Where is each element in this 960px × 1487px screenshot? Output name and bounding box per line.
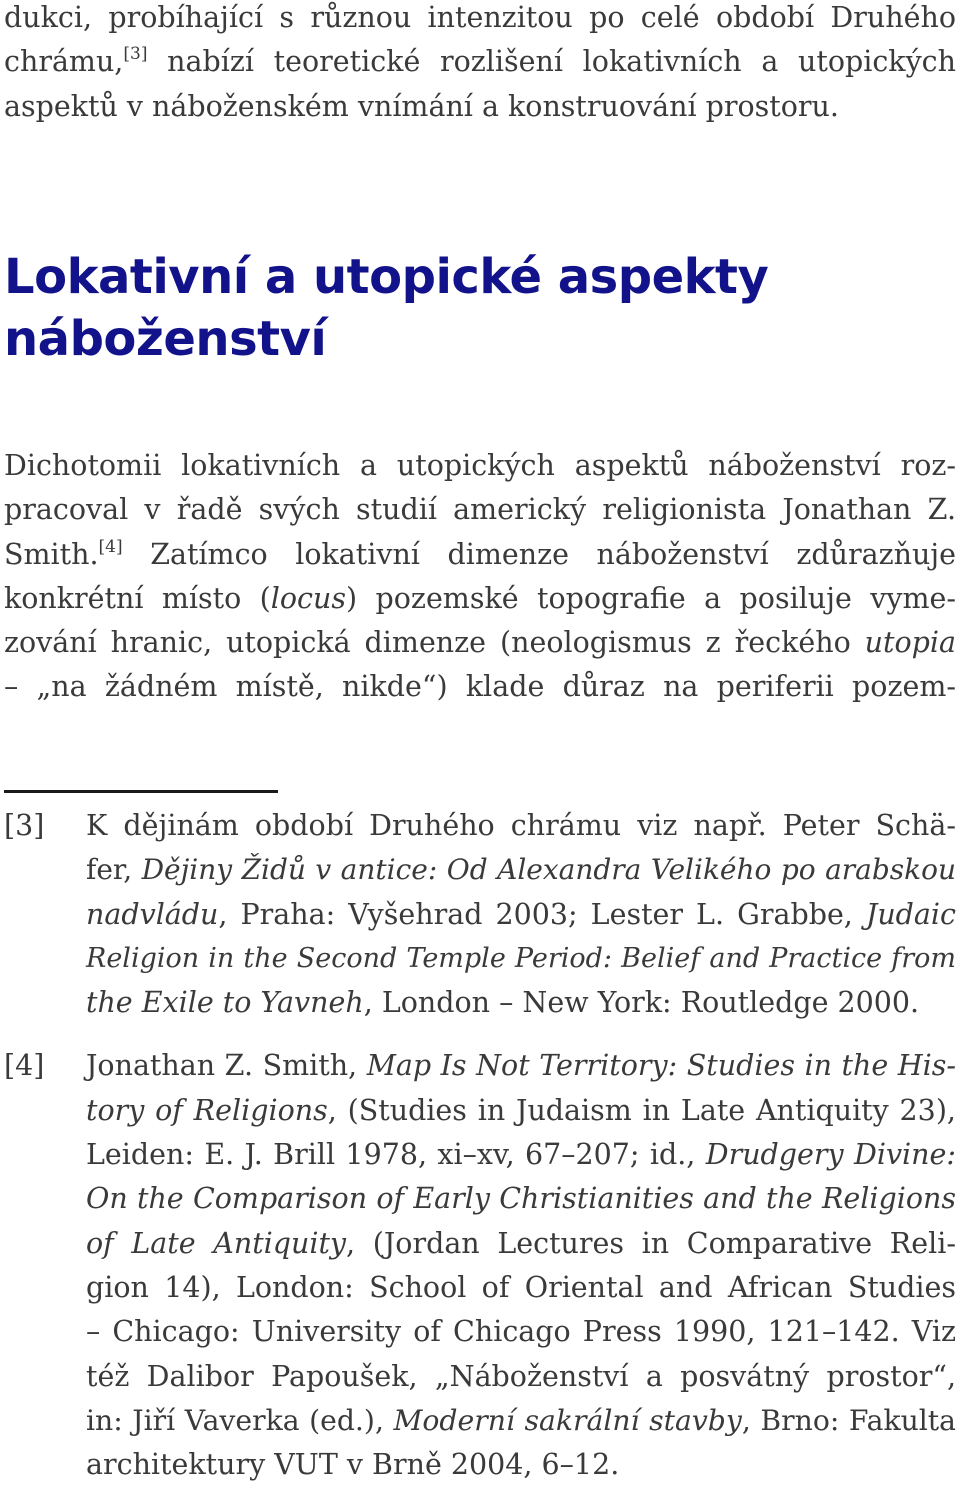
- text-line: Jonathan Z. Smith, Map Is Not Territory: Studies in the His-: [86, 1049, 957, 1083]
- text-line: zování hranic, utopická dimenze (neologismus z řeckého utopia: [4, 626, 956, 660]
- text-line: chrámu,[3] nabízí teoretické rozlišení lokativních a utopických: [4, 44, 956, 79]
- text-line: – „na žádném místě, nikde“) klade důraz na periferii pozem-: [4, 670, 956, 704]
- section-heading: [4, 246, 768, 370]
- text-line: pracoval v řadě svých studií americký religionista Jonathan Z.: [4, 493, 956, 527]
- footnote-text: [86, 1044, 956, 1487]
- text-line: též Dalibor Papoušek, „Náboženství a posvátný prostor“,: [86, 1359, 956, 1393]
- text-line: gion 14), London: School of Oriental and African Studies: [86, 1270, 956, 1304]
- text-line: Dichotomii lokativních a utopických aspektů náboženství roz-: [4, 449, 956, 482]
- text-line: nadvládu, Praha: Vyšehrad 2003; Lester L. Grabbe, Judaic: [86, 897, 956, 931]
- footnote-text: [86, 804, 956, 1025]
- text-line: Religion in the Second Temple Period: Belief and Practice from: [86, 942, 956, 974]
- footnote-4: [4, 1044, 956, 1487]
- text-line: in: Jiří Vaverka (ed.), Moderní sakrální stavby, Brno: Fakulta: [86, 1403, 956, 1437]
- footnote-divider: [4, 790, 278, 793]
- text-line: architektury VUT v Brně 2004, 6–12.: [86, 1448, 620, 1482]
- footnote-ref-3[interactable]: [3]: [123, 44, 148, 65]
- body-paragraph: [4, 444, 956, 710]
- text-line: Smith.[4] Zatímco lokativní dimenze náboženství zdůrazňuje: [4, 536, 956, 571]
- text-line: tory of Religions, (Studies in Judaism in Late Antiquity 23),: [86, 1093, 956, 1127]
- text-line: K dějinám období Druhého chrámu viz např. Peter Schä-: [86, 809, 956, 842]
- text-line: aspektů v náboženském vnímání a konstruování prostoru.: [4, 89, 839, 123]
- text-line: konkrétní místo (locus) pozemské topografie a posiluje vyme-: [4, 581, 956, 615]
- footnote-number: [3]: [4, 809, 45, 842]
- text-line: On the Comparison of Early Christianities and the Religions: [86, 1182, 956, 1216]
- footnote-number: [4]: [4, 1049, 45, 1083]
- text-line: of Late Antiquity, (Jordan Lectures in Comparative Reli-: [86, 1226, 956, 1260]
- text-line: dukci, probíhající s různou intenzitou po celé období Druhého: [4, 1, 956, 34]
- heading-line: náboženství: [4, 311, 327, 367]
- text-line: fer, Dějiny Židů v antice: Od Alexandra Velikého po arabskou: [86, 853, 957, 887]
- text-line: the Exile to Yavneh, London – New York: Routledge 2000.: [86, 986, 920, 1020]
- footnote-ref-4[interactable]: [4]: [98, 536, 123, 557]
- intro-paragraph: [4, 0, 956, 129]
- text-line: – Chicago: University of Chicago Press 1990, 121–142. Viz: [86, 1315, 956, 1349]
- text-line: Leiden: E. J. Brill 1978, xi–xv, 67–207; id., Drudgery Divine:: [86, 1138, 956, 1172]
- footnotes: [4, 804, 956, 1487]
- heading-line: Lokativní a utopické aspekty: [4, 249, 769, 305]
- footnote-3: [4, 804, 956, 1025]
